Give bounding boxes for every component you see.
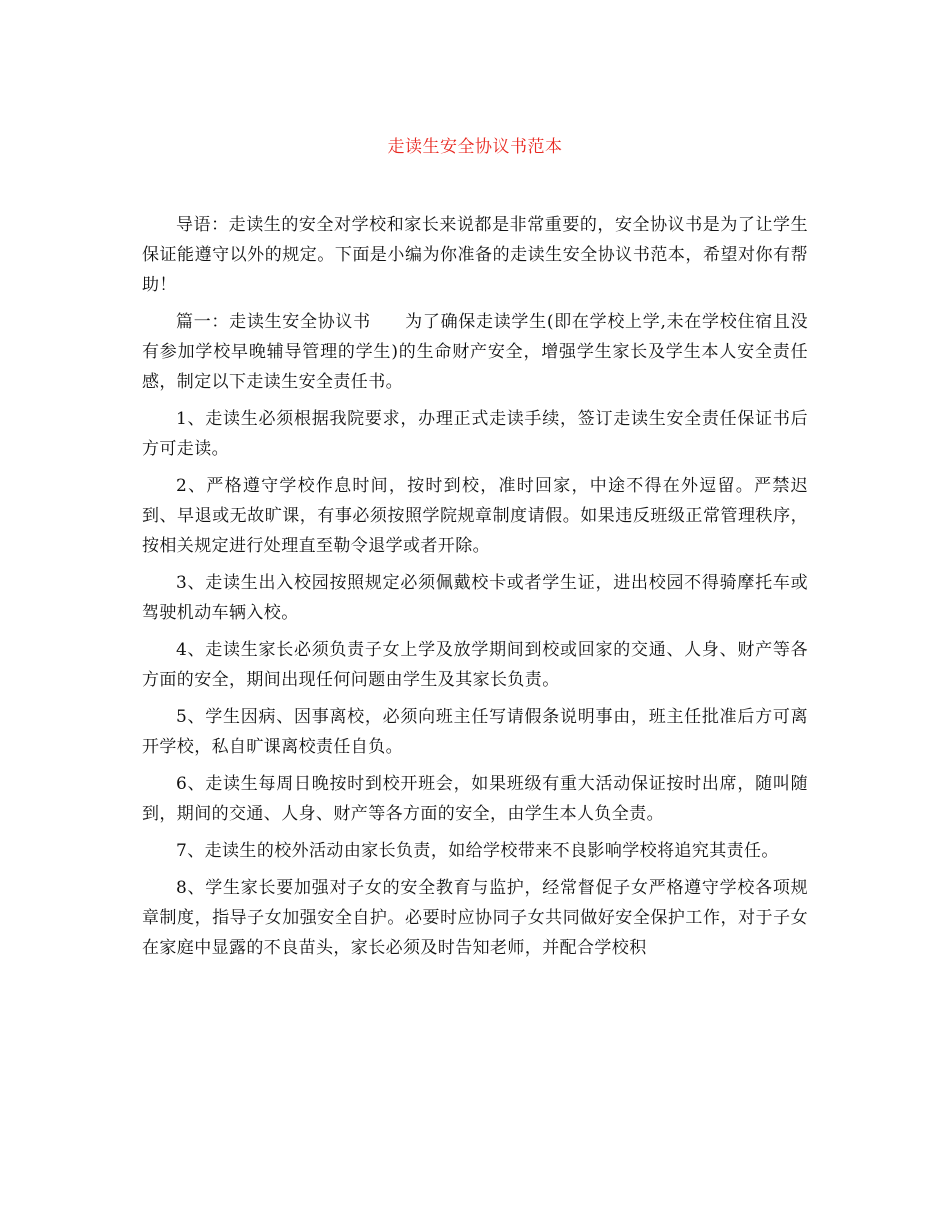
clause-6: 6、走读生每周日晚按时到校开班会，如果班级有重大活动保证按时出席，随叫随到，期间的交通、人身、财产等各方面的安全，由学生本人负全责。 [142,774,808,824]
document-title: 走读生安全协议书范本 [387,137,563,157]
section-text: 为了确保走读学生(即在学校上学,未在学校住宿且没有参加学校早晚辅导管理的学生)的生命财产安全，增强学生家长及学生本人安全责任感，制定以下走读生安全责任书。 [142,312,808,392]
intro-paragraph: 导语：走读生的安全对学校和家长来说都是非常重要的，安全协议书是为了让学生保证能遵守以外的规定。下面是小编为你准备的走读生安全协议书范本，希望对你有帮助！ [142,215,808,295]
clause-3: 3、走读生出入校园按照规定必须佩戴校卡或者学生证，进出校园不得骑摩托车或驾驶机动车辆入校。 [142,573,808,623]
clause-8: 8、学生家长要加强对子女的安全教育与监护，经常督促子女严格遵守学校各项规章制度，指导子女加强安全自护。必要时应协同子女共同做好安全保护工作，对于子女在家庭中显露的不良苗头，家长必须及时告知老师，并配合学校积 [142,878,808,958]
clause-2: 2、严格遵守学校作息时间，按时到校，准时回家，中途不得在外逗留。严禁迟到、早退或无故旷课，有事必须按照学院规章制度请假。如果违反班级正常管理秩序，按相关规定进行处理直至勒令退学或者开除。 [142,476,808,556]
clause-1: 1、走读生必须根据我院要求，办理正式走读手续，签订走读生安全责任保证书后方可走读。 [142,409,808,459]
section-paragraph [142,307,808,397]
section-heading: 篇一：走读生安全协议书 [176,312,371,332]
clause-7: 7、走读生的校外活动由家长负责，如给学校带来不良影响学校将追究其责任。 [176,841,779,861]
clause-5: 5、学生因病、因事离校，必须向班主任写请假条说明事由，班主任批准后方可离开学校，私自旷课离校责任自负。 [142,707,808,757]
clause-4: 4、走读生家长必须负责子女上学及放学期间到校或回家的交通、人身、财产等各方面的安全，期间出现任何问题由学生及其家长负责。 [142,640,808,690]
